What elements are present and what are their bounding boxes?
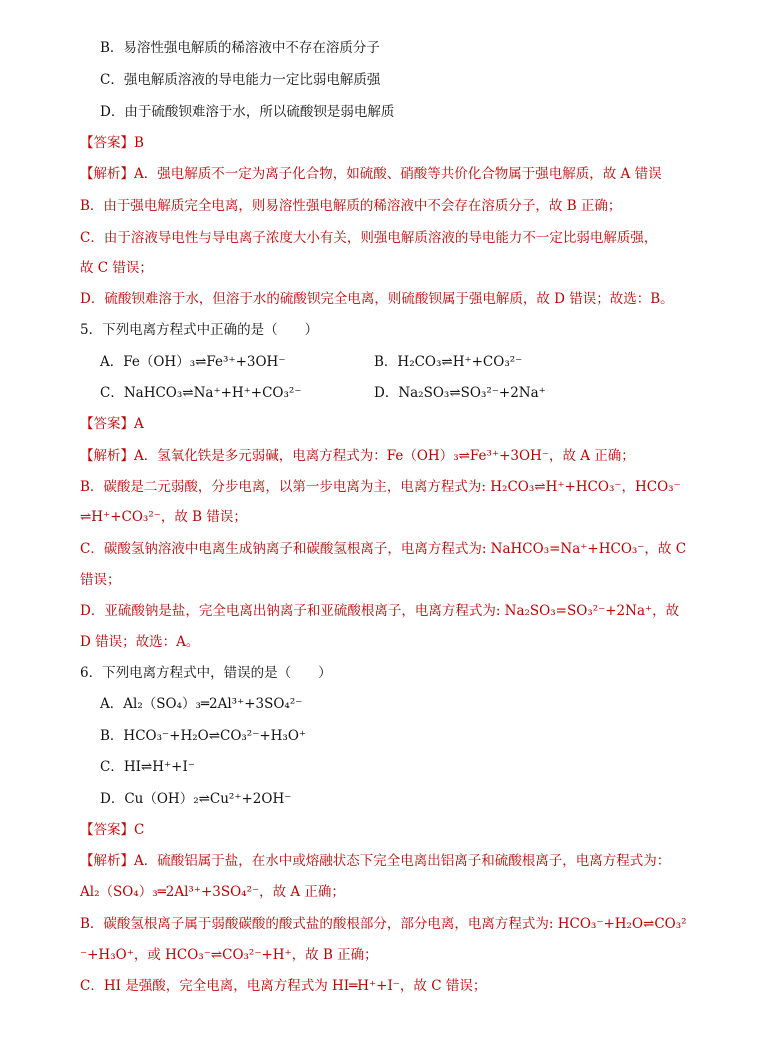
analysis-line: D．亚硫酸钠是盐，完全电离出钠离子和亚硫酸根离子，电离方程式为: Na₂SO₃=SO₃²⁻+2Na⁺，故 — [80, 603, 680, 619]
question-5-stem: 5．下列电离方程式中正确的是（ ） — [80, 322, 319, 338]
analysis-line: C．碳酸氢钠溶液中电离生成钠离子和碳酸氢根离子，电离方程式为: NaHCO₃=Na⁺+HCO₃⁻，故 C — [80, 541, 687, 557]
analysis-line: 故 C 错误； — [80, 260, 153, 276]
q5-option-a: A．Fe（OH）₃⇌Fe³⁺+3OH⁻ — [100, 354, 286, 370]
analysis-line: 错误； — [80, 572, 121, 588]
answer-label: 【答案】C — [80, 822, 145, 838]
q6-option-b: B．HCO₃⁻+H₂O⇌CO₃²⁻+H₃O⁺ — [100, 728, 307, 744]
analysis-line: ⇌H⁺+CO₃²⁻，故 B 错误； — [80, 509, 247, 525]
analysis-line: B．碳酸氢根离子属于弱酸碳酸的酸式盐的酸根部分，部分电离，电离方程式为: HCO₃⁻+H₂O⇌CO₃² — [80, 916, 687, 932]
analysis-line: 【解析】A．强电解质不一定为离子化合物，如硫酸、硝酸等共价化合物属于强电解质，故 A 错误 — [80, 166, 662, 182]
analysis-line: Al₂（SO₄）₃═2Al³⁺+3SO₄²⁻，故 A 正确； — [80, 884, 345, 900]
q5-option-d: D．Na₂SO₃⇌SO₃²⁻+2Na⁺ — [374, 385, 546, 401]
analysis-line: C．由于溶液导电性与导电离子浓度大小有关，则强电解质溶液的导电能力不一定比弱电解质强， — [80, 230, 658, 246]
analysis-line: D．硫酸钡难溶于水，但溶于水的硫酸钡完全电离，则硫酸钡属于强电解质，故 D 错误；故选：B。 — [80, 291, 674, 307]
q6-option-a: A．Al₂（SO₄）₃═2Al³⁺+3SO₄²⁻ — [100, 696, 303, 712]
analysis-line: D 错误；故选：A。 — [80, 634, 200, 650]
analysis-line: 【解析】A．氢氧化铁是多元弱碱，电离方程式为：Fe（OH）₃⇌Fe³⁺+3OH⁻，故 A 正确； — [80, 448, 635, 464]
analysis-line: B．由于强电解质完全电离，则易溶性强电解质的稀溶液中不会存在溶质分子，故 B 正确； — [80, 198, 622, 214]
q6-option-d: D．Cu（OH）₂⇌Cu²⁺+2OH⁻ — [100, 791, 292, 807]
option-d-text: D．由于硫酸钡难溶于水，所以硫酸钡是弱电解质 — [100, 104, 395, 120]
option-c-text: C．强电解质溶液的导电能力一定比弱电解质强 — [100, 72, 381, 88]
q6-option-c: C．HI⇌H⁺+I⁻ — [100, 759, 195, 775]
q5-option-b: B．H₂CO₃⇌H⁺+CO₃²⁻ — [374, 354, 523, 370]
analysis-line: 【解析】A．硫酸铝属于盐，在水中或熔融状态下完全电离出铝离子和硫酸根离子，电离方程式为： — [80, 853, 671, 869]
analysis-line: B．碳酸是二元弱酸，分步电离，以第一步电离为主，电离方程式为: H₂CO₃⇌H⁺+HCO₃⁻，HCO₃⁻ — [80, 479, 681, 495]
answer-label: 【答案】B — [80, 135, 144, 151]
analysis-line: ⁻+H₃O⁺，或 HCO₃⁻⇌CO₃²⁻+H⁺，故 B 正确； — [80, 947, 378, 963]
analysis-line: C．HI 是强酸，完全电离，电离方程式为 HI═H⁺+I⁻，故 C 错误； — [80, 978, 487, 994]
option-b-text: B．易溶性强电解质的稀溶液中不存在溶质分子 — [100, 40, 380, 56]
answer-label: 【答案】A — [80, 416, 144, 432]
question-6-stem: 6．下列电离方程式中，错误的是（ ） — [80, 665, 332, 681]
q5-option-c: C．NaHCO₃⇌Na⁺+H⁺+CO₃²⁻ — [100, 385, 302, 401]
